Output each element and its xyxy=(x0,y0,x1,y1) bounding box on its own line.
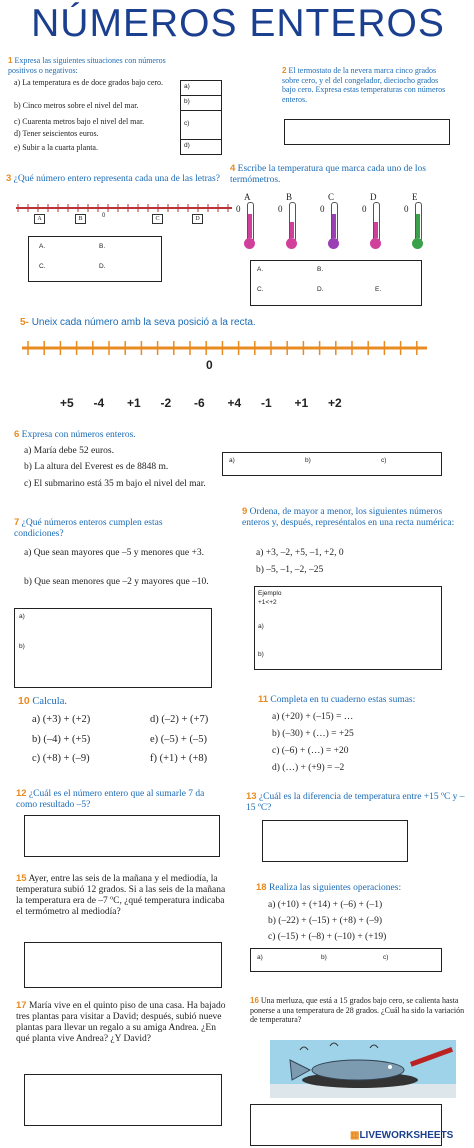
answer-field-17[interactable] xyxy=(24,1074,222,1126)
answer-field-1a[interactable]: a) xyxy=(180,80,222,96)
answer-box-7[interactable]: a) b) xyxy=(14,608,212,688)
thermometer-label: E xyxy=(412,192,418,202)
exercise-number: 18 xyxy=(256,882,267,893)
exercise-prompt: Realiza las siguientes operaciones: xyxy=(268,883,402,893)
exercise-number: 15 xyxy=(16,873,27,884)
list-item: b) (–22) + (–15) + (+8) + (–9) xyxy=(268,916,383,926)
list-item: a) María debe 52 euros. xyxy=(24,446,114,456)
thermometer-bulb xyxy=(328,238,339,249)
list-item: d) (…) + (+9) = –2 xyxy=(272,763,345,773)
exercise-7 xyxy=(14,517,214,540)
exercise-10 xyxy=(18,695,218,708)
exercise-number: 6 xyxy=(14,429,20,440)
thermometer-label: A xyxy=(244,192,251,202)
exercise-6 xyxy=(14,429,234,441)
answer-field-2[interactable] xyxy=(284,119,450,145)
answer-box-18[interactable]: a) b) c) xyxy=(250,948,442,972)
thermometer xyxy=(236,192,266,252)
thermometer-fill xyxy=(416,214,420,238)
fish-pan-illustration xyxy=(270,1040,456,1098)
exercise-number: 12 xyxy=(16,788,27,799)
list-item: c) (–15) + (–8) + (–10) + (+19) xyxy=(268,932,387,942)
zero-label: 0 xyxy=(236,204,241,214)
exercise-prompt: Escribe la temperatura que marca cada uno de los termómetros. xyxy=(230,164,426,185)
exercise-3 xyxy=(6,173,246,185)
list-item: b) –5, –1, –2, –25 xyxy=(256,565,324,575)
answer-field-1c[interactable]: c) xyxy=(180,110,222,140)
list-item: b) (–4) + (+5) xyxy=(32,734,91,745)
number-chip[interactable]: -2 xyxy=(160,396,172,410)
exercise-number: 3 xyxy=(6,173,12,184)
exercise-17 xyxy=(16,1000,228,1045)
number-chips xyxy=(60,396,360,412)
logo-text: LIVEWORKSHEETS xyxy=(359,1130,454,1141)
exercise-prompt: María vive en el quinto piso de una casa. Ha bajado tres plantas para visitar a David; después, subió nueve plantas para llevar un regalo a su amiga Andrea. ¿En qué planta vive Andrea? ¿Y David? xyxy=(16,1001,226,1044)
thermometer-label: B xyxy=(286,192,293,202)
thermometer-fill xyxy=(290,222,294,238)
exercise-16 xyxy=(250,996,466,1025)
exercise-number: 5- xyxy=(20,317,29,328)
exercise-number: 7 xyxy=(14,517,20,528)
exercise-prompt: Expresa con números enteros. xyxy=(21,430,136,440)
thermometer-bulb xyxy=(244,238,255,249)
exercise-number: 9 xyxy=(242,506,248,517)
list-item: a) (+20) + (–15) = … xyxy=(272,712,354,722)
letter-C-box: C xyxy=(152,214,163,224)
exercise-number: 1 xyxy=(8,56,13,65)
exercise-prompt: Completa en tu cuaderno estas sumas: xyxy=(270,695,416,705)
liveworksheets-logo xyxy=(350,1130,453,1141)
page-title: NÚMEROS ENTEROS xyxy=(31,2,445,45)
zero-label: 0 xyxy=(102,213,106,219)
list-item: a) Que sean mayores que –5 y menores que +3. xyxy=(24,548,204,558)
exercise-2 xyxy=(282,66,452,104)
answer-field-1b[interactable]: b) xyxy=(180,95,222,111)
exercise-9 xyxy=(242,506,464,529)
exercise-4 xyxy=(230,163,455,186)
list-item: e) Subir a la cuarta planta. xyxy=(14,143,98,152)
answer-field-13[interactable] xyxy=(262,820,408,862)
letter-A-box: A xyxy=(34,214,45,224)
logo-icon: ▦ xyxy=(350,1130,360,1141)
exercise-number: 4 xyxy=(230,163,236,174)
number-chip[interactable]: +1 xyxy=(294,396,309,410)
exercise-number: 11 xyxy=(258,694,269,705)
thermometer xyxy=(404,192,434,252)
thermometer xyxy=(320,192,350,252)
letter-D-box: D xyxy=(192,214,203,224)
exercise-5 xyxy=(20,317,256,328)
answer-box-4[interactable]: A. B. C. D. E. xyxy=(250,260,422,306)
list-item: c) Cuarenta metros bajo el nivel del mar. xyxy=(14,117,145,126)
thermometer-bulb xyxy=(370,238,381,249)
number-chip[interactable]: -1 xyxy=(261,396,272,410)
list-item: b) Que sean menores que –2 y mayores que –10. xyxy=(24,577,209,587)
thermometers xyxy=(236,192,446,252)
exercise-number: 16 xyxy=(250,996,259,1005)
number-chip[interactable]: -4 xyxy=(93,396,105,410)
exercise-15 xyxy=(16,873,228,918)
exercise-13 xyxy=(246,791,468,814)
thermometer-fill xyxy=(332,214,336,238)
zero-label: 0 xyxy=(362,204,367,214)
exercise-number: 13 xyxy=(246,791,257,802)
exercise-prompt: ¿Qué números enteros cumplen estas condiciones? xyxy=(14,518,163,539)
number-chip[interactable]: +5 xyxy=(60,396,74,410)
zero-label: 0 xyxy=(320,204,325,214)
exercise-12 xyxy=(16,788,226,811)
thermometer-fill xyxy=(248,214,252,238)
number-chip[interactable]: +1 xyxy=(127,396,141,410)
letter-B-box: B xyxy=(75,214,86,224)
answer-box-9[interactable]: Ejemplo +1<+2 a) b) xyxy=(254,586,442,670)
exercise-prompt: Ayer, entre las seis de la mañana y el mediodía, la temperatura subió 12 grados. Si a las seis de la mañana la temperatura era de –7 ºC, ¿qué temperatura indicaba el termómetro al mediodía? xyxy=(16,874,226,917)
answer-field-15[interactable] xyxy=(24,942,222,988)
list-item: c) (+8) + (–9) xyxy=(32,753,90,764)
number-chip[interactable]: -6 xyxy=(194,396,205,410)
exercise-number: 17 xyxy=(16,1000,27,1011)
exercise-number: 2 xyxy=(282,66,287,75)
exercise-prompt: Una merluza, que está a 15 grados bajo cero, se calienta hasta ponerse a una temperatura de 28 grados. ¿Cuál ha sido la variación de temperatura? xyxy=(250,996,465,1024)
thermometer-label: C xyxy=(328,192,335,202)
list-item: d) Tener seiscientos euros. xyxy=(14,129,99,138)
list-item: b) Cinco metros sobre el nivel del mar. xyxy=(14,101,139,110)
list-item: c) (–6) + (…) = +20 xyxy=(272,746,349,756)
list-item: a) +3, –2, +5, –1, +2, 0 xyxy=(256,548,344,558)
zero-label: 0 xyxy=(404,204,409,214)
list-item: a) (+3) + (+2) xyxy=(32,714,91,725)
list-item: d) (–2) + (+7) xyxy=(150,714,209,725)
thermometer-bulb xyxy=(286,238,297,249)
thermometer-label: D xyxy=(370,192,377,202)
answer-field-12[interactable] xyxy=(24,815,220,857)
exercise-prompt: El termostato de la nevera marca cinco grados sobre cero, y el del congelador, dieciocho grados bajo cero. Expresa estas temperaturas con números enteros. xyxy=(282,66,446,104)
exercise-prompt: Calcula. xyxy=(32,696,68,707)
answer-box-6[interactable]: a) b) c) xyxy=(222,452,442,476)
exercise-prompt: Expresa las siguientes situaciones con números positivos o negativos: xyxy=(8,56,166,75)
list-item: b) (–30) + (…) = +25 xyxy=(272,729,354,739)
list-item: f) (+1) + (+8) xyxy=(150,753,208,764)
zero-label: 0 xyxy=(206,358,213,372)
exercise-prompt: Ordena, de mayor a menor, los siguientes números enteros y, después, represéntalos en una recta numérica: xyxy=(242,507,455,528)
zero-label: 0 xyxy=(278,204,283,214)
exercise-prompt: Uneix cada número amb la seva posició a la recta. xyxy=(31,317,256,328)
number-chip[interactable]: +4 xyxy=(227,396,242,410)
thermometer xyxy=(362,192,392,252)
exercise-number: 10 xyxy=(18,695,30,707)
number-line-5 xyxy=(22,338,427,360)
exercise-11 xyxy=(258,694,468,706)
list-item: b) La altura del Everest es de 8848 m. xyxy=(24,462,169,472)
list-item: a) La temperatura es de doce grados bajo cero. xyxy=(14,78,164,87)
thermometer-fill xyxy=(374,222,378,238)
answer-box-3[interactable]: A. B. C. D. xyxy=(28,236,162,282)
list-item: a) (+10) + (+14) + (–6) + (–1) xyxy=(268,900,383,910)
list-item: e) (–5) + (–5) xyxy=(150,734,207,745)
exercise-prompt: ¿Cuál es el número entero que al sumarle 7 da como resultado –5? xyxy=(16,789,205,810)
exercise-18 xyxy=(256,882,468,894)
answer-field-1d[interactable]: d) xyxy=(180,139,222,155)
exercise-prompt: ¿Qué número entero representa cada una de las letras? xyxy=(13,174,220,184)
list-item: c) El submarino está 35 m bajo el nivel del mar. xyxy=(24,479,206,489)
exercise-prompt: ¿Cuál es la diferencia de temperatura entre +15 ºC y –15 ºC? xyxy=(246,792,465,813)
number-chip[interactable]: +2 xyxy=(328,396,342,410)
thermometer xyxy=(278,192,308,252)
thermometer-bulb xyxy=(412,238,423,249)
